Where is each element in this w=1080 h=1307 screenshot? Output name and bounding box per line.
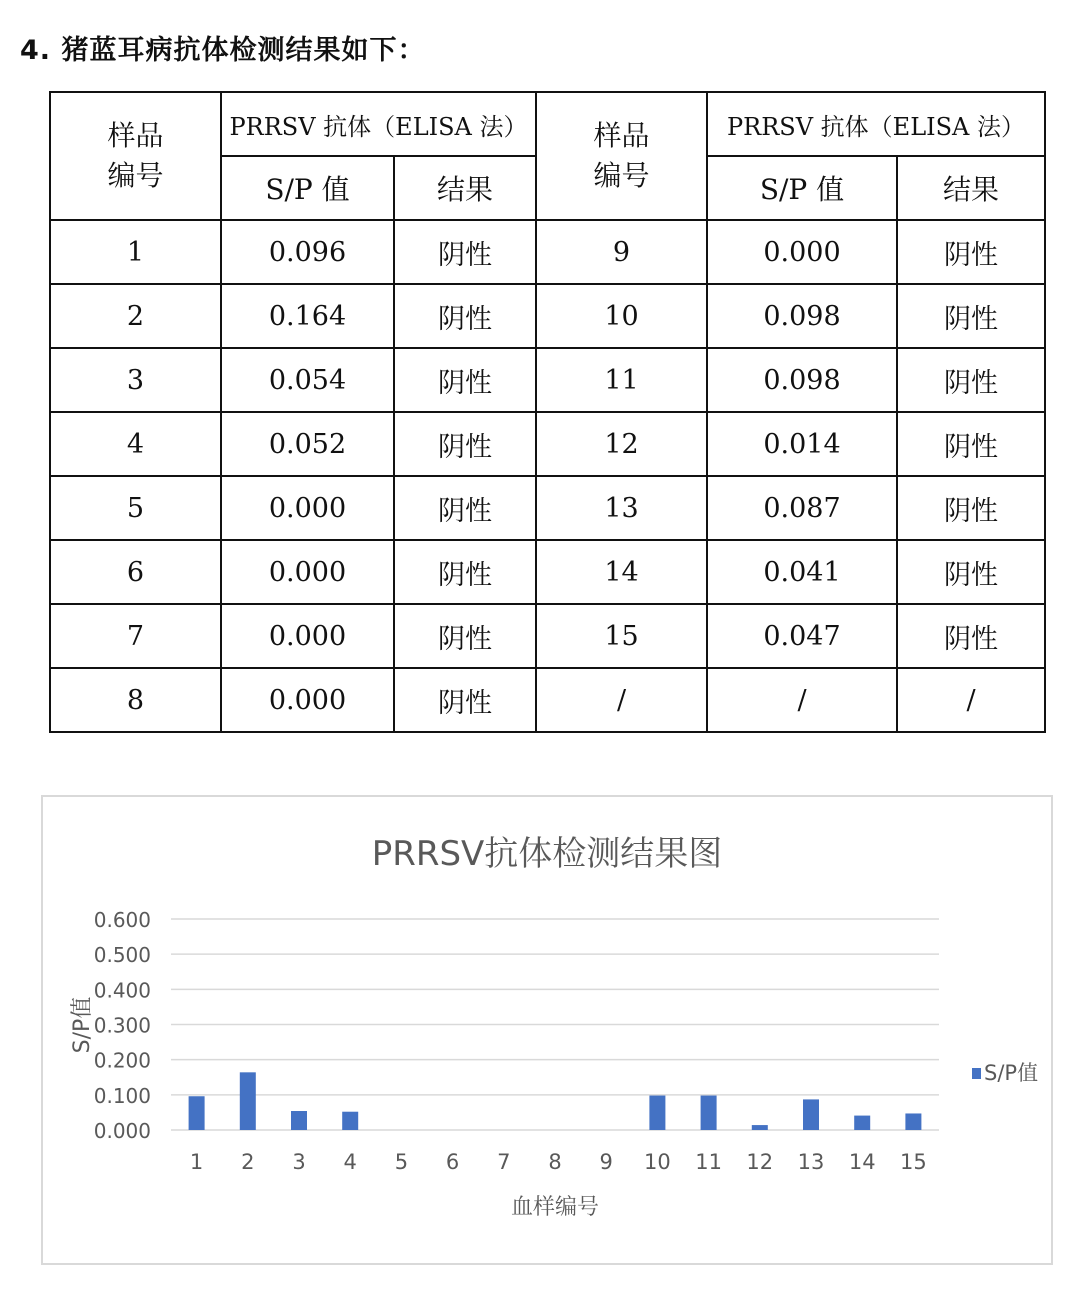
sample-id-cell: 15 (536, 604, 707, 668)
table-row (50, 476, 1045, 540)
table-row (50, 220, 1045, 284)
x-tick-label: 5 (394, 1150, 409, 1174)
table-row (50, 668, 1045, 732)
result-cell: 阴性 (394, 476, 536, 540)
sample-id-cell: 2 (50, 284, 221, 348)
x-tick-label: 14 (848, 1150, 876, 1174)
x-tick-label: 4 (343, 1150, 357, 1174)
result-cell: 阴性 (897, 604, 1045, 668)
sp-value-cell: 0.000 (221, 668, 394, 732)
sample-id-cell: 9 (536, 220, 707, 284)
sp-header-right: S/P 值 (707, 156, 897, 220)
sample-id-cell: 3 (50, 348, 221, 412)
bar (240, 1072, 256, 1130)
legend-swatch (972, 1068, 981, 1079)
bar (854, 1116, 870, 1130)
sample-id-cell: 7 (50, 604, 221, 668)
sp-value-cell: 0.000 (221, 540, 394, 604)
sample-id-cell: 4 (50, 412, 221, 476)
bar (905, 1113, 921, 1130)
result-header-right: 结果 (897, 156, 1045, 220)
result-cell: 阴性 (897, 412, 1045, 476)
sample-id-cell: 6 (50, 540, 221, 604)
x-tick-label: 6 (445, 1150, 460, 1174)
sp-value-cell: 0.000 (707, 220, 897, 284)
sp-value-cell: 0.041 (707, 540, 897, 604)
bar (649, 1096, 665, 1130)
y-tick-label: 0.100 (93, 1083, 151, 1108)
sp-value-cell: 0.000 (221, 604, 394, 668)
x-axis-label: 血样编号 (510, 1195, 600, 1220)
sample-id-cell: 12 (536, 412, 707, 476)
sample-id-header-left: 样品 编号 (50, 92, 221, 220)
bar (752, 1125, 768, 1130)
result-cell: 阴性 (897, 220, 1045, 284)
x-tick-label: 11 (695, 1150, 722, 1174)
sp-value-cell: 0.052 (221, 412, 394, 476)
y-axis-label: S/P值 (70, 996, 95, 1054)
sample-id-cell: / (536, 668, 707, 732)
x-tick-label: 1 (189, 1150, 204, 1174)
sp-value-cell: 0.047 (707, 604, 897, 668)
table-row (50, 284, 1045, 348)
sp-value-cell: 0.087 (707, 476, 897, 540)
sp-header-left: S/P 值 (221, 156, 394, 220)
results-table (49, 91, 1046, 733)
x-tick-label: 12 (746, 1150, 774, 1174)
result-cell: 阴性 (394, 668, 536, 732)
result-cell: 阴性 (394, 412, 536, 476)
sp-value-cell: 0.098 (707, 284, 897, 348)
x-tick-label: 7 (497, 1150, 511, 1174)
y-tick-label: 0.200 (93, 1048, 151, 1073)
y-tick-label: 0.000 (93, 1119, 151, 1143)
x-tick-label: 13 (797, 1150, 825, 1174)
bar (803, 1099, 819, 1130)
sample-id-cell: 8 (50, 668, 221, 732)
x-tick-label: 10 (644, 1150, 671, 1174)
sample-id-cell: 13 (536, 476, 707, 540)
sample-id-cell: 10 (536, 284, 707, 348)
y-tick-label: 0.500 (93, 943, 151, 968)
sample-id-cell: 11 (536, 348, 707, 412)
bar (189, 1096, 205, 1130)
sp-value-cell: 0.014 (707, 412, 897, 476)
chart-container (41, 795, 1053, 1265)
chart-title: PRRSV抗体检测结果图 (371, 834, 723, 874)
result-cell: 阴性 (394, 604, 536, 668)
y-tick-label: 0.600 (93, 908, 151, 932)
result-cell: 阴性 (897, 540, 1045, 604)
bar (701, 1096, 717, 1130)
result-cell: 阴性 (394, 348, 536, 412)
sample-id-cell: 5 (50, 476, 221, 540)
sp-value-cell: 0.164 (221, 284, 394, 348)
result-cell: 阴性 (897, 348, 1045, 412)
table-row (50, 348, 1045, 412)
bar (291, 1111, 307, 1130)
result-cell: 阴性 (394, 540, 536, 604)
x-tick-label: 15 (900, 1150, 927, 1174)
group-header-right: PRRSV 抗体（ELISA 法） (707, 92, 1045, 156)
result-cell: 阴性 (897, 284, 1045, 348)
y-tick-label: 0.300 (93, 1013, 151, 1038)
sample-id-header-right: 样品 编号 (536, 92, 707, 220)
table-row (50, 540, 1045, 604)
x-tick-label: 3 (292, 1150, 306, 1174)
sp-value-cell: 0.096 (221, 220, 394, 284)
bar (342, 1112, 358, 1130)
sp-value-cell: 0.000 (221, 476, 394, 540)
x-tick-label: 9 (599, 1150, 613, 1174)
table-row (50, 604, 1045, 668)
bar-chart (43, 797, 1051, 1263)
legend-label: S/P值 (984, 1061, 1039, 1085)
y-tick-label: 0.400 (93, 978, 151, 1003)
result-cell: 阴性 (394, 220, 536, 284)
x-tick-label: 2 (241, 1150, 255, 1174)
x-tick-label: 8 (548, 1150, 562, 1174)
group-header-left: PRRSV 抗体（ELISA 法） (221, 92, 536, 156)
result-cell: 阴性 (394, 284, 536, 348)
sp-value-cell: / (707, 668, 897, 732)
result-cell: / (897, 668, 1045, 732)
section-heading: 4. 猪蓝耳病抗体检测结果如下： (20, 35, 426, 66)
table-row (50, 412, 1045, 476)
result-cell: 阴性 (897, 476, 1045, 540)
sample-id-cell: 1 (50, 220, 221, 284)
sample-id-cell: 14 (536, 540, 707, 604)
sp-value-cell: 0.098 (707, 348, 897, 412)
sp-value-cell: 0.054 (221, 348, 394, 412)
result-header-left: 结果 (394, 156, 536, 220)
